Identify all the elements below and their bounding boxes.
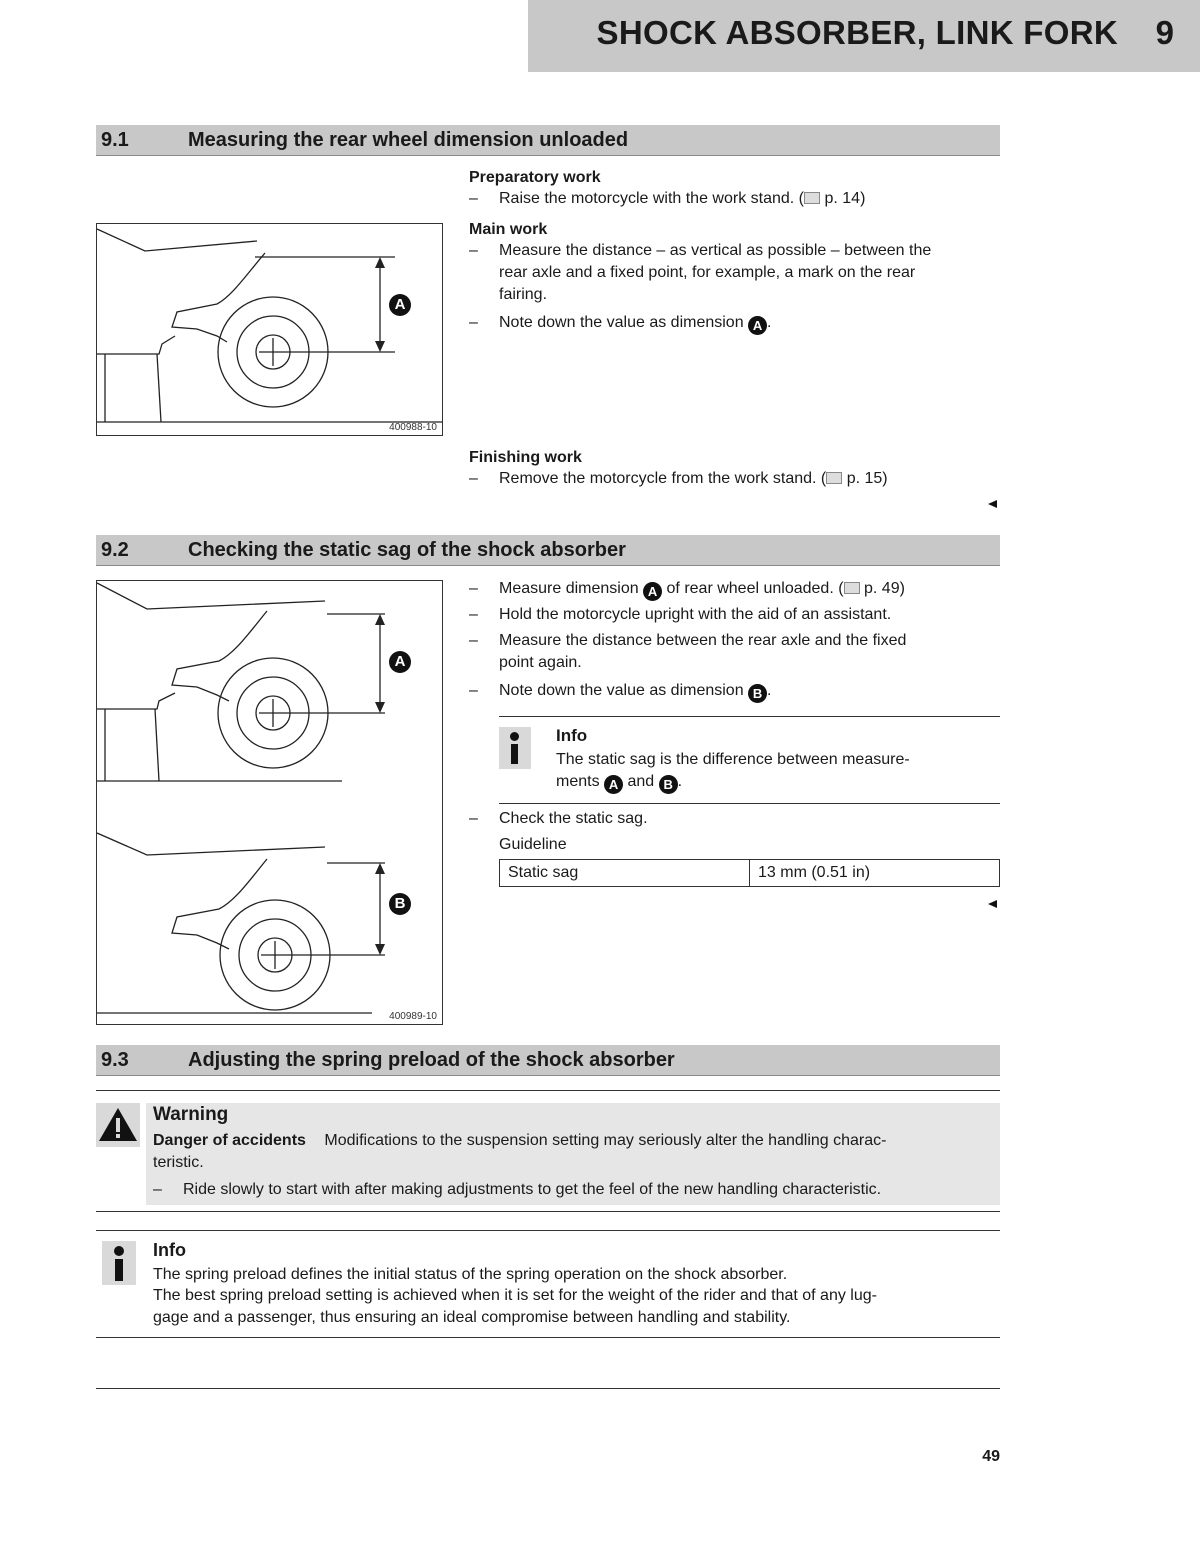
chapter-number: 9 [1155, 14, 1174, 51]
step-text: of rear wheel unloaded. [666, 580, 834, 597]
rear-wheel-illustration [97, 224, 442, 435]
prep-heading: Preparatory work [469, 169, 601, 186]
dash: – [469, 470, 478, 487]
warning-heading: Warning [153, 1104, 229, 1125]
danger-text: Modifications to the suspension setting may seriously alter the handling charac- [324, 1132, 887, 1149]
book-ref-icon [844, 582, 860, 594]
section-number: 9.3 [101, 1049, 129, 1071]
figure-number: 400988-10 [389, 422, 437, 433]
section-9-2-text: – Measure dimension A of rear wheel unloaded. ( p. 49) – Hold the motorcycle upright with the aid of an assistant. – Measure the distance between the rear axle and the fixed point again. – Note down the value as dimension B . [469, 578, 1000, 898]
info-line-2: ments A and B . [556, 773, 683, 792]
section-end-icon [988, 900, 997, 908]
static-sag-table [499, 859, 1000, 887]
dash: – [469, 606, 478, 623]
note-step-text: Note down the value as dimension [499, 314, 744, 331]
label-a-badge: A [389, 294, 411, 316]
warning-step-text: Ride slowly to start with after making adjustments to get the feel of the new handling characteristic. [183, 1181, 882, 1198]
info-text: ments [556, 773, 600, 790]
label-a-badge: A [748, 316, 767, 335]
finish-heading: Finishing work [469, 449, 582, 466]
dash: – [153, 1181, 162, 1198]
info-box-spring-preload [96, 1230, 1000, 1338]
book-ref-icon [804, 192, 820, 204]
danger-label: Danger of accidents [153, 1132, 306, 1149]
dash: – [469, 810, 478, 827]
section-header-9-3 [96, 1045, 1000, 1076]
chapter-title: SHOCK ABSORBER, LINK FORK [596, 14, 1118, 51]
figure-static-sag [96, 580, 443, 1025]
dash: – [469, 242, 478, 259]
divider [96, 1388, 1000, 1389]
page-ref[interactable]: p. 14 [824, 190, 861, 207]
info-box-static-sag [499, 716, 1000, 804]
label-b-badge: B [659, 775, 678, 794]
info-line: The spring preload defines the initial status of the spring operation on the shock absorber. [153, 1266, 788, 1283]
section-title: Measuring the rear wheel dimension unloaded [188, 129, 629, 151]
step-text: Measure dimension [499, 580, 639, 597]
dash: – [469, 632, 478, 649]
finish-step-text: Remove the motorcycle from the work stand. [499, 470, 817, 487]
main-step-line: Measure the distance – as vertical as possible – between the [499, 242, 932, 259]
info-line: The best spring preload setting is achieved when it is set for the weight of the rider and that of any lug- [153, 1287, 877, 1304]
figure-rear-wheel-unloaded [96, 223, 443, 436]
section-end-icon [988, 500, 997, 508]
info-text: and [627, 773, 655, 790]
main-step-line: rear axle and a fixed point, for example, a mark on the rear [499, 264, 916, 281]
section-header-9-1 [96, 125, 1000, 156]
main-heading: Main work [469, 221, 548, 238]
warning-box [96, 1090, 1000, 1212]
section-number: 9.2 [101, 539, 129, 561]
info-line-1: The static sag is the difference between measure- [556, 751, 910, 768]
label-b-badge: B [748, 684, 767, 703]
warning-triangle-icon [96, 1103, 140, 1147]
info-heading: Info [153, 1240, 186, 1260]
table-cell-label: Static sag [500, 860, 750, 887]
danger-line-2: teristic. [153, 1154, 204, 1171]
page-ref[interactable]: p. 15 [846, 470, 883, 487]
prep-step-text: Raise the motorcycle with the work stand. [499, 190, 795, 207]
section-title: Checking the static sag of the shock absorber [188, 539, 626, 561]
label-a-badge: A [604, 775, 623, 794]
step-line: Measure the distance between the rear axle and the fixed [499, 632, 907, 649]
dash: – [469, 682, 478, 699]
label-a-badge: A [643, 582, 662, 601]
dash: – [469, 314, 478, 331]
step-text: Note down the value as dimension [499, 682, 744, 699]
section-header-9-2 [96, 535, 1000, 566]
page-number: 49 [982, 1448, 1000, 1465]
info-heading: Info [556, 726, 588, 745]
section-title: Adjusting the spring preload of the shock absorber [188, 1049, 675, 1071]
info-icon [499, 727, 531, 769]
chapter-header [528, 0, 1200, 72]
danger-line-1 [153, 1130, 886, 1152]
label-b-badge: B [389, 893, 411, 915]
info-icon [102, 1241, 136, 1285]
dash: – [469, 580, 478, 597]
page-ref[interactable]: p. 49 [864, 580, 900, 597]
step-line: point again. [499, 654, 582, 671]
book-ref-icon [826, 472, 842, 484]
section-number: 9.1 [101, 129, 129, 151]
main-step-line: fairing. [499, 286, 548, 303]
table-row [500, 860, 1000, 887]
static-sag-illustration [97, 581, 442, 1024]
figure-number: 400989-10 [389, 1011, 437, 1022]
section-9-1-text: Preparatory work – Raise the motorcycle with the work stand. ( p. 14) Main work – Measure the distance – as vertical as possible – between the rear axle and a fixed point, for example, a mark on the rear fairing. – Note down the value as dimension A . Finishing work [469, 167, 1000, 467]
dash: – [469, 190, 478, 207]
finish-step: – Remove the motorcycle from the work stand. ( p. 15) [469, 468, 1000, 492]
info-line: gage and a passenger, thus ensuring an ideal compromise between handling and stability. [153, 1309, 791, 1326]
step-text: Hold the motorcycle upright with the aid of an assistant. [499, 606, 892, 623]
table-cell-value: 13 mm (0.51 in) [750, 860, 1000, 887]
label-a-badge: A [389, 651, 411, 673]
step-text: Check the static sag. [499, 810, 648, 827]
guideline-label: Guideline [499, 836, 567, 853]
